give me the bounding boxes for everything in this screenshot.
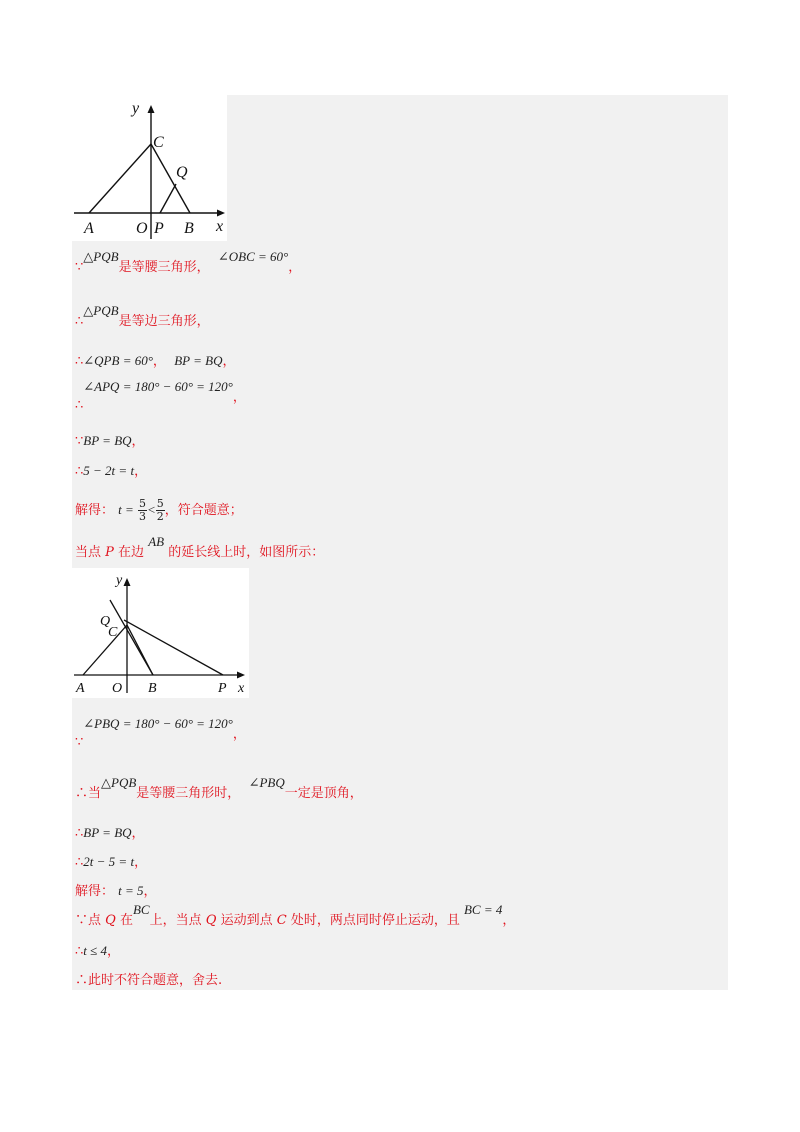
angle-pbq: ∠PBQ (248, 775, 285, 790)
fig1-label-o: O (136, 220, 148, 237)
line-12: ∴2t − 5 = t， (75, 854, 148, 870)
fig2-label-c: C (108, 625, 118, 640)
line-16: ∴此时不符合题意，舍去. (75, 973, 223, 988)
line-5: ∵BP = BQ， (75, 433, 145, 449)
line-6: ∴5 − 2t = t， (75, 463, 148, 479)
line-1: ∵△PQB是等腰三角形， ∠OBC = 60°， (75, 249, 302, 275)
line-8: 当点 P 在边 AB 的延长线上时，如图所示： (75, 534, 325, 560)
fig2-label-b: B (148, 681, 157, 696)
line-2: ∴△PQB是等边三角形， (75, 303, 210, 329)
fig1-label-q: Q (176, 164, 188, 181)
tri-pqb: △PQB (83, 249, 119, 264)
figure-1-svg (72, 95, 227, 241)
fig2-label-q: Q (100, 614, 111, 629)
line-3: ∴∠QPB = 60°， BP = BQ， (75, 353, 236, 369)
fig1-label-p: P (154, 220, 164, 237)
figure-1 (72, 95, 227, 241)
fig1-label-y: y (132, 100, 140, 117)
tri-pqb: △PQB (83, 303, 119, 318)
fig2-label-p: P (218, 681, 227, 696)
fig2-label-x: x (238, 681, 245, 696)
line-15: ∴t ≤ 4， (75, 943, 121, 959)
fig1-label-b: B (184, 220, 194, 237)
angle-obc: ∠OBC = 60° (217, 249, 289, 264)
fig1-label-a: A (84, 220, 94, 237)
figure-2 (72, 568, 249, 698)
fig2-label-a: A (76, 681, 85, 696)
fraction-5-2: $\frac{5}{2}$ (156, 497, 164, 523)
tri-pqb: △PQB (101, 775, 137, 790)
fig1-label-c: C (153, 134, 164, 151)
line-14: ∵点 Q 在BC上，当点 Q 运动到点 C 处时，两点同时停止运动，且 BC = 4， (75, 902, 516, 928)
line-11: ∴BP = BQ， (75, 825, 145, 841)
line-13: 解得： t = 5， (75, 883, 157, 899)
line-4: ∴∠APQ = 180° − 60° = 120°， (75, 379, 246, 413)
line-7: 解得： t = $\frac{5}{3}$ < $\frac{5}{2}$ ，符合题意； (75, 497, 243, 523)
fig2-label-y: y (116, 573, 123, 588)
line-10: ∴当△PQB是等腰三角形时， ∠PBQ一定是顶角， (75, 775, 363, 801)
line-9: ∵∠PBQ = 180° − 60° = 120°， (75, 716, 246, 750)
fig2-label-o: O (112, 681, 123, 696)
fraction-5-3: $\frac{5}{3}$ (138, 497, 146, 523)
fig1-label-x: x (216, 218, 224, 235)
figure-2-svg (72, 568, 249, 698)
